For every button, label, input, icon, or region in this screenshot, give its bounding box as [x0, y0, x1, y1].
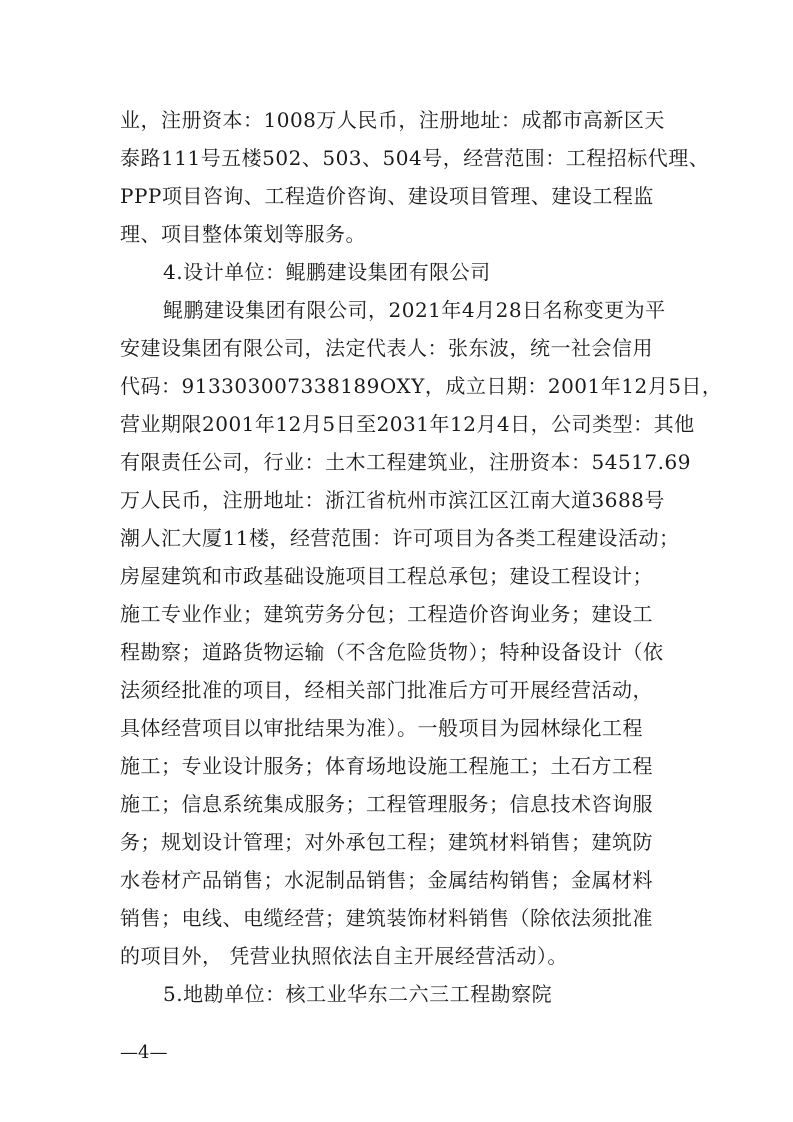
text-line: 销售；电线、电缆经营；建筑装饰材料销售（除依法须批准: [120, 906, 653, 930]
page-number: —4—: [120, 1042, 168, 1063]
text-line: 鲲鹏建设集团有限公司，2021年4月28日名称变更为平: [163, 298, 666, 322]
section-heading-design-unit: 4.设计单位：鲲鹏建设集团有限公司: [163, 260, 491, 284]
text-line: 的项目外， 凭营业执照依法自主开展经营活动）。: [120, 944, 568, 968]
section-heading-survey-unit: 5.地勘单位：核工业华东二六三工程勘察院: [163, 982, 553, 1006]
text-line: 理、项目整体策划等服务。: [120, 222, 366, 246]
text-line: 业，注册资本：1008万人民币，注册地址：成都市高新区天: [120, 108, 665, 132]
text-line: 法须经批准的项目，经相关部门批准后方可开展经营活动，: [120, 678, 653, 702]
text-line: 万人民币，注册地址：浙江省杭州市滨江区江南大道3688号: [120, 488, 665, 512]
text-line: 安建设集团有限公司，法定代表人：张东波，统一社会信用: [120, 336, 653, 360]
text-line: 施工专业作业；建筑劳务分包；工程造价咨询业务；建设工: [120, 602, 653, 626]
text-line: 有限责任公司，行业：土木工程建筑业，注册资本：54517.69: [120, 450, 691, 474]
text-line: PPP项目咨询、工程造价咨询、建设项目管理、建设工程监: [120, 184, 654, 208]
text-line: 施工；专业设计服务；体育场地设施工程施工；土石方工程: [120, 754, 653, 778]
text-line: 程勘察；道路货物运输（不含危险货物）；特种设备设计（依: [120, 640, 664, 664]
text-line: 潮人汇大厦11楼，经营范围：许可项目为各类工程建设活动；: [120, 526, 680, 550]
text-line: 代码：913303007338189OXY，成立日期：2001年12月5日，: [120, 374, 723, 398]
text-line: 水卷材产品销售；水泥制品销售；金属结构销售；金属材料: [120, 868, 653, 892]
text-line: 施工；信息系统集成服务；工程管理服务；信息技术咨询服: [120, 792, 653, 816]
text-line: 营业期限2001年12月5日至2031年12月4日，公司类型：其他: [120, 412, 695, 436]
text-line: 务；规划设计管理；对外承包工程；建筑材料销售；建筑防: [120, 830, 653, 854]
text-line: 房屋建筑和市政基础设施项目工程总承包；建设工程设计；: [120, 564, 653, 588]
text-line: 具体经营项目以审批结果为准）。一般项目为园林绿化工程: [120, 716, 643, 740]
text-line: 泰路111号五楼502、503、504号，经营范围：工程招标代理、: [120, 146, 710, 170]
